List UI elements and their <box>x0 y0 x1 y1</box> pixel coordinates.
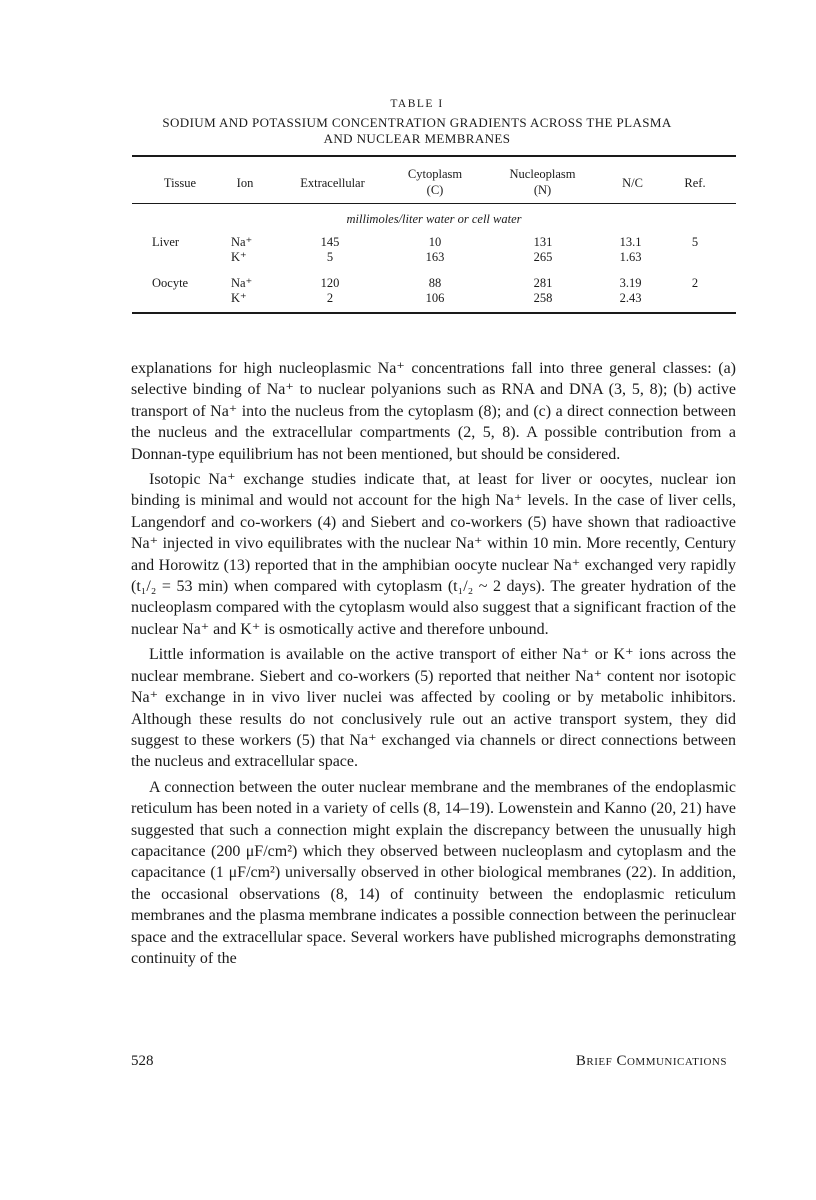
row-4-extracellular: 2 <box>326 291 334 305</box>
row-2-cytoplasm: 163 <box>425 250 445 264</box>
header-ref: Ref. <box>684 176 706 190</box>
header-cytoplasm-sub: (C) <box>426 183 444 197</box>
row-2-ion: K⁺ <box>231 250 247 264</box>
page-number: 528 <box>131 1053 154 1069</box>
header-cytoplasm <box>395 166 475 198</box>
row-4-nucleoplasm: 258 <box>533 291 553 305</box>
row-3-tissue: Oocyte <box>152 276 189 290</box>
row-4-cytoplasm: 106 <box>425 291 445 305</box>
header-nucleoplasm-label: Nucleoplasm <box>509 167 576 181</box>
row-1-nucleoplasm: 131 <box>533 235 553 249</box>
row-1-ref: 5 <box>691 235 699 249</box>
row-3-nucleoplasm: 281 <box>533 276 553 290</box>
row-4-nc: 2.43 <box>619 291 642 305</box>
row-3-ion: Na⁺ <box>231 276 253 290</box>
row-2-extracellular: 5 <box>326 250 334 264</box>
row-3-nc: 3.19 <box>619 276 642 290</box>
paragraph-1: explanations for high nucleoplasmic Na⁺ concentrations fall into three general classes: (a) selective binding of Na⁺ to nuclear polyanions such as RNA and DNA (3, 5, 8); (b) active transport of Na⁺ into the nucleus from the cytoplasm (8); and (c) a direct connection between the nucleus and the extracellular compartments (2, 5, 8). A possible contribution from a Donnan-type equilibrium has not been mentioned, but should be considered. <box>131 360 736 463</box>
table-units: millimoles/liter water or cell water <box>346 212 522 226</box>
running-footer: Brief Communications <box>575 1053 727 1069</box>
row-1-nc: 13.1 <box>619 235 642 249</box>
header-extracellular: Extracellular <box>300 176 365 190</box>
header-cytoplasm-label: Cytoplasm <box>407 167 463 181</box>
table-caption-line-1: SODIUM AND POTASSIUM CONCENTRATION GRADIENTS ACROSS THE PLASMA <box>162 115 672 130</box>
row-1-tissue: Liver <box>152 235 180 249</box>
paragraph-4: A connection between the outer nuclear membrane and the membranes of the endoplasmic reticulum has been noted in a variety of cells (8, 14–19). Lowenstein and Kanno (20, 21) have suggested that such a connection might explain the discrepancy between the unusually high capacitance (200 μF/cm²) which they observed between nucleoplasm and cytoplasm and the capacitance (1 μF/cm²) universally observed in other biological membranes (22). In addition, the occasional observations (8, 14) of continuity between the endoplasmic reticulum membranes and the plasma membrane indicates a possible connection between the perinuclear space and the extracellular space. Several workers have published micrographs demonstrating continuity of the <box>131 778 736 967</box>
row-3-ref: 2 <box>691 276 699 290</box>
paragraph-2: Isotopic Na⁺ exchange studies indicate that, at least for liver or oocytes, nuclear ion binding is minimal and would not account for the high Na⁺ levels. In the case of liver cells, Langendorf and co-workers (4) and Siebert and co-workers (5) have shown that radioactive Na⁺ injected in vivo equilibrates with the nuclear Na⁺ within 10 min. More recently, Century and Horowitz (13) reported that in the amphibian oocyte nuclear Na⁺ exchanged very rapidly (t₁/₂ = 53 min) when compared with cytoplasm (t₁/₂ ~ 2 days). The greater hydration of the nucleoplasm compared with the cytoplasm would also suggest that a significant fraction of the nuclear Na⁺ and K⁺ is osmotically active and therefore unbound. <box>131 471 736 638</box>
header-tissue: Tissue <box>163 176 197 190</box>
table-header-rule <box>132 203 736 204</box>
header-ion: Ion <box>236 176 254 190</box>
row-3-cytoplasm: 88 <box>428 276 442 290</box>
paragraph-3: Little information is available on the active transport of either Na⁺ or K⁺ ions across the nuclear membrane. Siebert and co-workers (5) reported that neither Na⁺ content nor isotopic Na⁺ exchange in in vivo liver nuclei was affected by cooling or by metabolic inhibitors. Although these results do not conclusively rule out an active transport system, they did suggest to these workers (5) that Na⁺ exchanged via channels or direct connections between the nucleus and extracellular space. <box>131 646 736 771</box>
header-nucleoplasm <box>495 166 590 198</box>
table-caption-line-2: AND NUCLEAR MEMBRANES <box>323 131 511 146</box>
row-1-cytoplasm: 10 <box>428 235 442 249</box>
row-1-ion: Na⁺ <box>231 235 253 249</box>
table-top-rule <box>132 155 736 157</box>
header-nucleoplasm-sub: (N) <box>533 183 552 197</box>
table-label: TABLE I <box>390 98 444 110</box>
table-caption <box>132 115 702 147</box>
row-3-extracellular: 120 <box>320 276 340 290</box>
body-text <box>131 358 736 969</box>
row-1-extracellular: 145 <box>320 235 340 249</box>
row-2-nc: 1.63 <box>619 250 642 264</box>
table-bottom-rule <box>132 312 736 314</box>
row-4-ion: K⁺ <box>231 291 247 305</box>
row-2-nucleoplasm: 265 <box>533 250 553 264</box>
header-nc: N/C <box>622 176 643 190</box>
